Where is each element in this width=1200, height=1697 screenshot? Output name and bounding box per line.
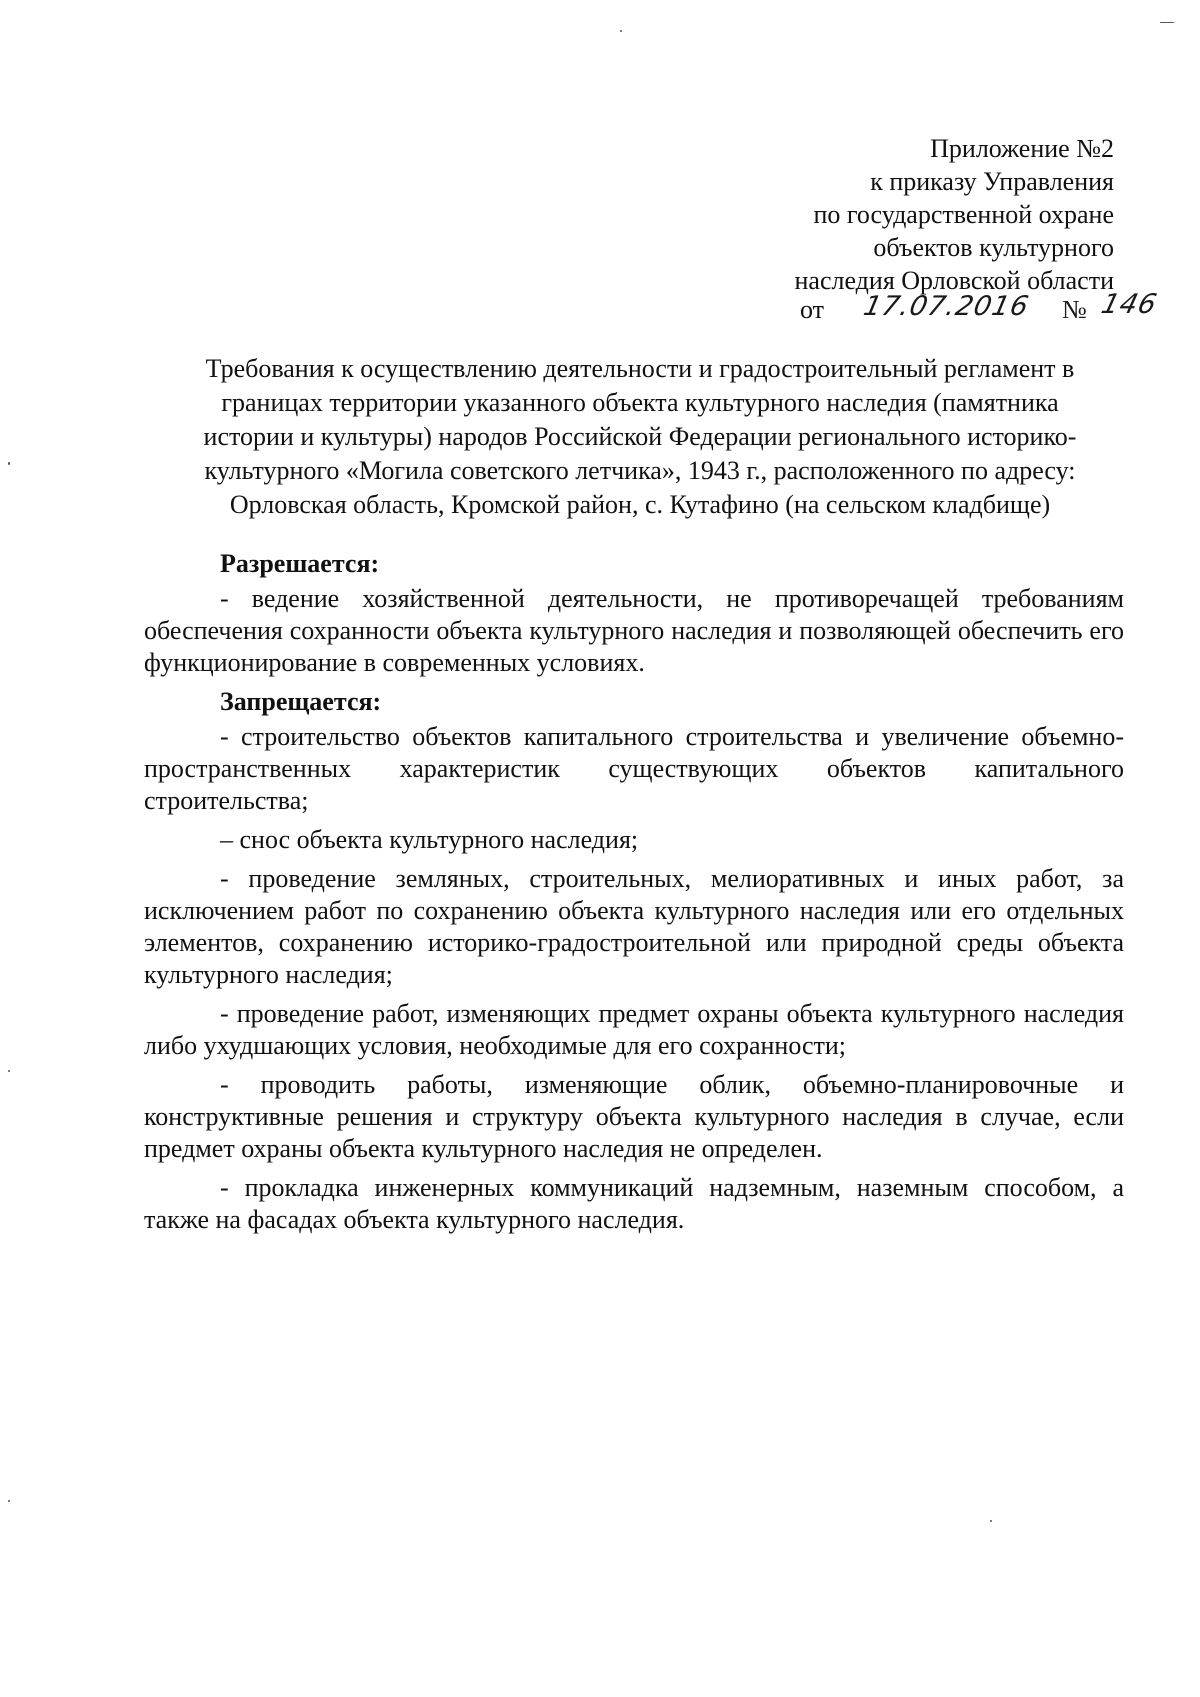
title-line: границах территории указанного объекта культурного наследия (памятника	[221, 388, 1059, 417]
title-line: культурного «Могила советского летчика», 1943 г., расположенного по адресу:	[204, 456, 1076, 485]
forbidden-item: - проведение земляных, строительных, мелиоративных и иных работ, за исключением работ по сохранению объекта культурного наследия или его отдельных элементов, сохранению историко-градостроительной или природной среды объекта культурного наследия;	[144, 864, 1124, 989]
scan-mark	[8, 1500, 10, 1502]
forbidden-item: - проведение работ, изменяющих предмет охраны объекта культурного наследия либо ухудшающих условия, необходимые для его сохранности;	[144, 999, 1124, 1060]
handwritten-date: 17.07.2016	[860, 291, 1032, 322]
title-line: истории и культуры) народов Российской Федерации регионального историко-	[203, 422, 1077, 451]
forbidden-item: - проводить работы, изменяющие облик, объемно-планировочные и конструктивные решения и структуру объекта культурного наследия в случае, если предмет охраны объекта культурного наследия не определен.	[144, 1070, 1124, 1163]
allowed-item: - ведение хозяйственной деятельности, не противоречащей требованиям обеспечения сохранности объекта культурного наследия и позволяющей обеспечить его функционирование в современных условиях.	[144, 584, 1124, 677]
forbidden-item: - строительство объектов капитального строительства и увеличение объемно-пространственных характеристик существующих объектов капитального строительства;	[144, 722, 1124, 815]
appendix-line: Приложение №2	[930, 134, 1114, 163]
scan-mark	[8, 1070, 10, 1072]
number-prefix: №	[1062, 295, 1088, 324]
forbidden-item: - прокладка инженерных коммуникаций надземным, наземным способом, а также на фасадах объекта культурного наследия.	[144, 1173, 1124, 1234]
document-body	[144, 548, 1124, 1243]
scan-mark	[620, 30, 622, 32]
scan-mark	[1160, 22, 1174, 23]
date-prefix: от	[800, 295, 825, 324]
appendix-header	[554, 132, 1114, 297]
scan-mark	[990, 1520, 992, 1522]
appendix-line: к приказу Управления	[870, 167, 1114, 196]
appendix-line: наследия Орловской области	[794, 266, 1114, 295]
forbidden-item: – снос объекта культурного наследия;	[220, 825, 639, 854]
title-line: Орловская область, Кромской район, с. Кутафино (на сельском кладбище)	[229, 490, 1051, 519]
scan-mark	[8, 462, 10, 465]
document-title	[150, 352, 1130, 522]
appendix-line: по государственной охране	[813, 200, 1114, 229]
forbidden-heading: Запрещается:	[220, 687, 382, 716]
appendix-line: объектов культурного	[873, 233, 1114, 262]
order-date-number-row	[800, 289, 1161, 333]
title-line: Требования к осуществлению деятельности и градостроительный регламент в	[205, 354, 1075, 383]
allowed-heading: Разрешается:	[220, 549, 380, 578]
handwritten-number: 146	[1098, 289, 1161, 320]
